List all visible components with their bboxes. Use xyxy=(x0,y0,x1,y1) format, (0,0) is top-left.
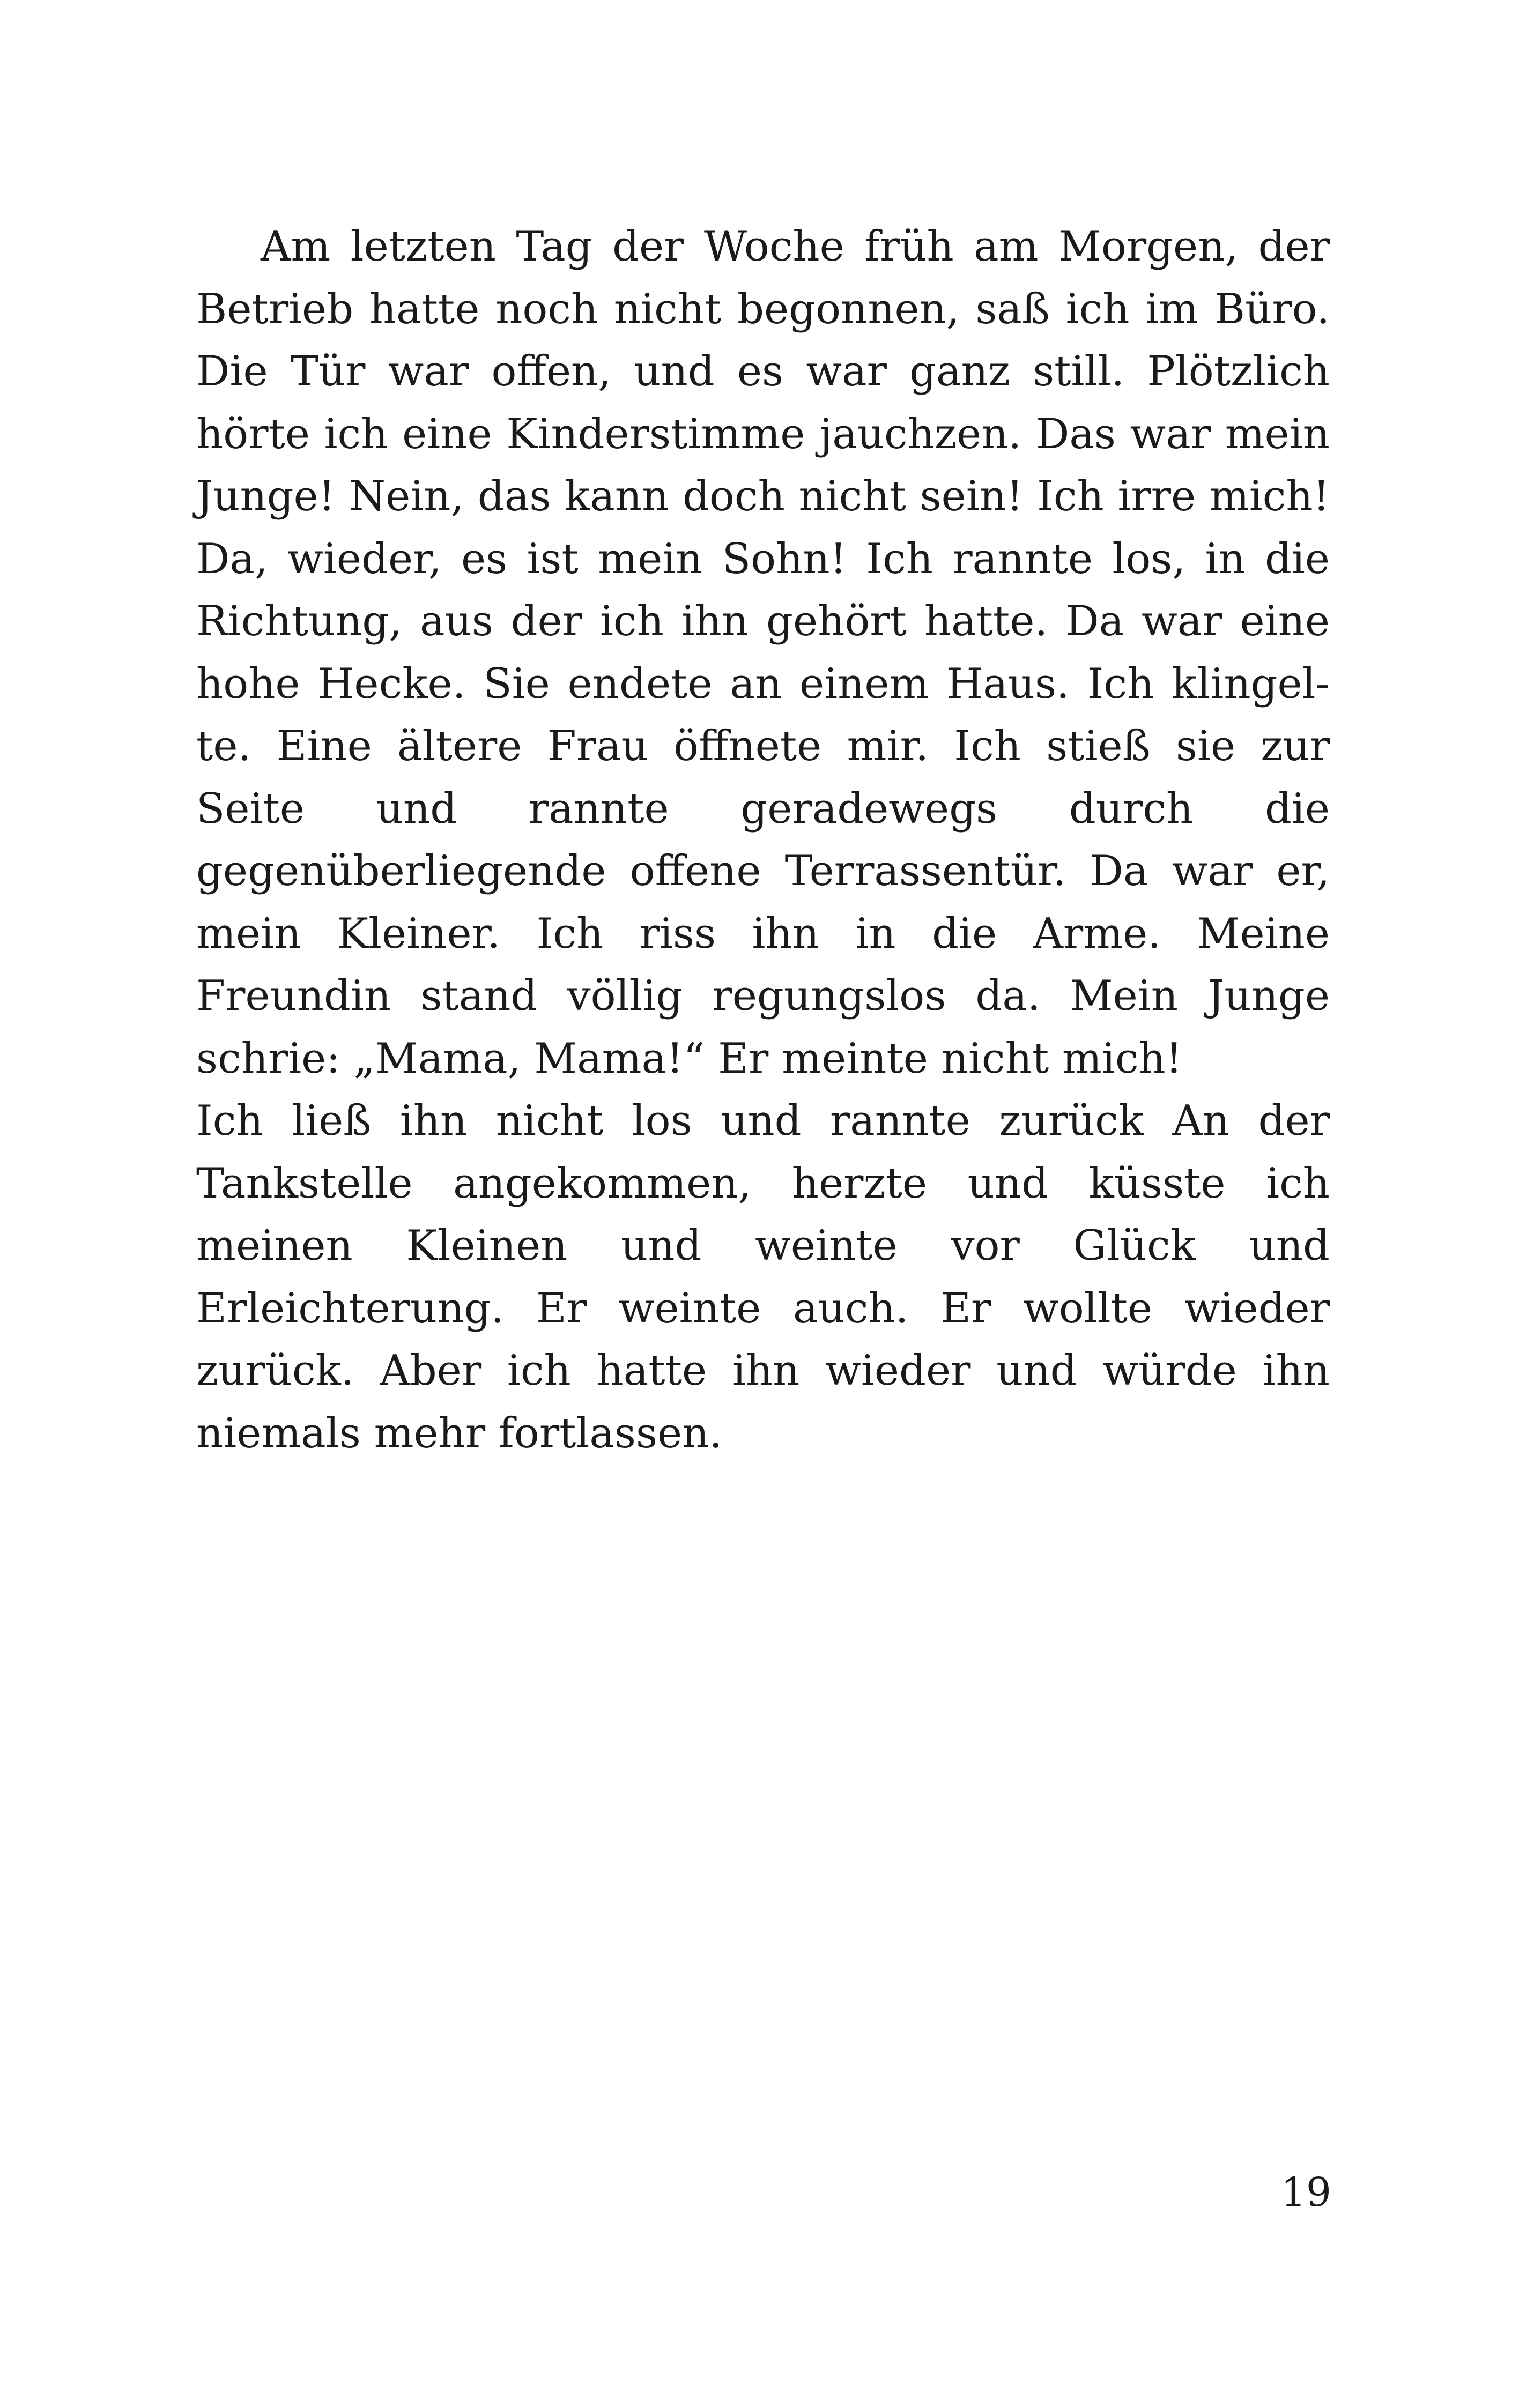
paragraph-2: Ich ließ ihn nicht los und rannte zurück An der Tankstelle angekommen, herzte und küsste ich meinen Kleinen und weinte vor Glück und Erleichterung. Er weinte auch. Er wollte wieder zurück. Aber ich hatte ihn wieder und würde ihn niemals mehr fortlassen. xyxy=(196,1097,1330,1458)
page-number: 19 xyxy=(1280,2169,1331,2216)
paragraph-1: Am letzten Tag der Woche früh am Morgen, der Betrieb hatte noch nicht begonnen, saß ich im Büro. Die Tür war offen, und es war ganz still. Plötzlich hörte ich eine Kinderstimme jauchzen. Das war mein Junge! Nein, das kann doch nicht sein! Ich irre mich! Da, wieder, es ist mein Sohn! Ich rannte los, in die Richtung, aus der ich ihn gehört hatte. Da war eine hohe Hecke. Sie endete an einem Haus. Ich klingelte. Eine ältere Frau öffnete mir. Ich stieß sie zur Seite und rannte geradewegs durch die gegenüberliegende offene Terrassentür. Da war er, mein Kleiner. Ich riss ihn in die Arme. Meine Freundin stand völlig regungslos da. Mein Junge schrie: „Mama, Mama!“ Er meinte nicht mich! xyxy=(196,222,1330,1083)
body-text xyxy=(196,215,1330,1465)
